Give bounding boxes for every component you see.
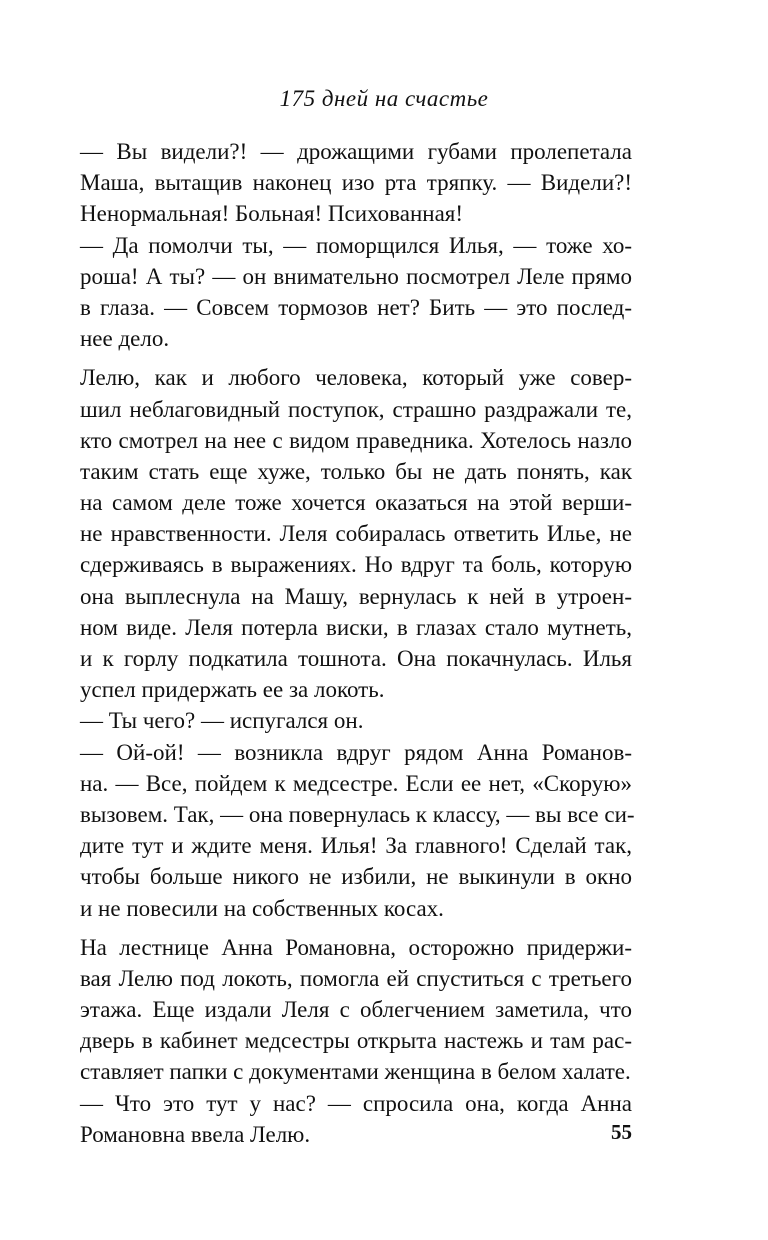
paragraph-7-line-2: Романовна ввела Лелю. (80, 1121, 311, 1147)
paragraph-6-line-1: На лестнице Анна Романовна, осторожно придержи- (80, 934, 632, 960)
paragraph-5-line-4: дите тут и ждите меня. Илья! За главного! Сделай так, (80, 833, 632, 859)
paragraph-3-line-7: сдерживаясь в выражениях. Но вдруг та боль, которую (80, 552, 632, 578)
paragraph-3-line-11: успел придержать ее за локоть. (80, 677, 385, 703)
paragraph-7-line-1: — Что это тут у нас? — спросила она, когда Анна (80, 1090, 632, 1116)
paragraph-2-line-3: в глаза. — Совсем тормозов нет? Бить — это послед- (80, 294, 632, 320)
paragraph-1-line-1: — Вы видели?! — дрожащими губами пролепетала (80, 139, 632, 164)
paragraph-4-line-1: — Ты чего? — испугался он. (80, 708, 364, 734)
paragraph-6-line-5: ставляет папки с документами женщина в белом халате. (80, 1059, 631, 1085)
paragraph-5-line-2: на. — Все, пойдем к медсестре. Если ее нет, «Скорую» (80, 770, 632, 796)
paragraph-3-line-2: шил неблаговидный поступок, страшно раздражали те, (80, 396, 632, 422)
paragraph-5-line-6: и не повесили на собственных косах. (80, 895, 444, 921)
running-title: 175 дней на счастье (279, 86, 489, 111)
paragraph-3-line-8: она выплеснула на Машу, вернулась к ней в утроен- (80, 583, 632, 609)
paragraph-3-line-4: таким стать еще хуже, только бы не дать понять, как (80, 458, 632, 484)
paragraph-2-line-2: роша! А ты? — он внимательно посмотрел Леле прямо (80, 263, 632, 289)
paragraph-1-line-3: Ненормальная! Больная! Психованная! (80, 201, 464, 227)
paragraph-gap (80, 924, 632, 932)
paragraph-6-line-3: этажа. Еще издали Леля с облегчением заметила, что (80, 997, 632, 1023)
paragraph-5-line-1: — Ой-ой! — возникла вдруг рядом Анна Романов- (80, 739, 632, 765)
paragraph-3-line-10: и к горлу подкатила тошнота. Она покачнулась. Илья (80, 646, 632, 671)
paragraph-6-line-4: дверь в кабинет медсестры открыта настежь и там рас- (80, 1028, 632, 1054)
paragraph-3-line-1: Лелю, как и любого человека, который уже совер- (80, 365, 632, 391)
paragraph-5-line-5: чтобы больше никого не избили, не выкинули в окно (80, 864, 632, 890)
paragraph-5-line-3: вызовем. Так, — она повернулась к классу, — вы все си- (80, 801, 635, 827)
paragraph-3-line-5: на самом деле тоже хочется оказаться на этой верши- (80, 490, 632, 516)
paragraph-2-line-1: — Да помолчи ты, — поморщился Илья, — тоже хо- (80, 232, 632, 258)
paragraph-6-line-2: вая Лелю под локоть, помогла ей спуститься с третьего (80, 965, 632, 991)
paragraph-2-line-4: нее дело. (80, 326, 170, 352)
paragraph-gap (80, 354, 632, 362)
paragraph-3-line-3: кто смотрел на нее с видом праведника. Хотелось назло (80, 427, 632, 453)
paragraph-1-line-2: Маша, вытащив наконец изо рта тряпку. — Видели?! (80, 170, 632, 196)
paragraph-3-line-9: ном виде. Леля потерла виски, в глазах стало мутнеть, (80, 614, 632, 640)
paragraph-3-line-6: не нравственности. Леля собиралась ответить Илье, не (80, 521, 632, 547)
page-number: 55 (611, 1120, 632, 1144)
body-text (80, 136, 635, 1150)
